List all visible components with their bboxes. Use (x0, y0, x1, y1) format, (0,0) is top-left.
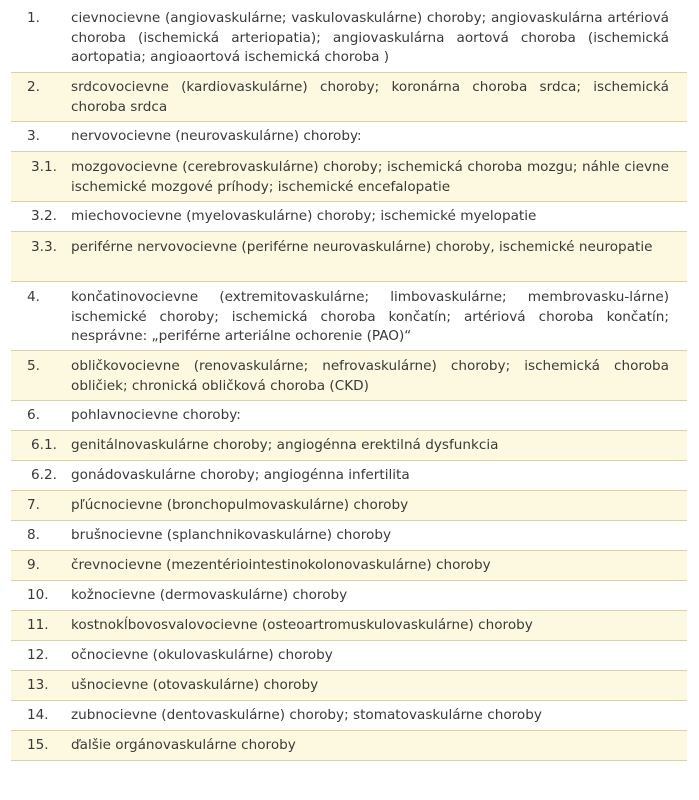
row-text: končatinovocievne (extremitovaskulárne; limbovaskulárne; membrovasku-lárne) ischemické choroby; ischemická choroba končatín; artériová choroba končatín; nesprávne: „periférne arteriálne ochorenie (PAO)“ (71, 289, 669, 344)
table-row (11, 700, 687, 730)
row-number: 3.2. (31, 208, 57, 224)
table-row (11, 640, 687, 670)
row-number: 1. (27, 10, 40, 26)
table-row (11, 580, 687, 610)
row-text: srdcovocievne (kardiovaskulárne) choroby; koronárna choroba srdca; ischemická choroba srdca (71, 79, 669, 115)
table-row (11, 610, 687, 640)
table-row (11, 281, 687, 350)
row-text: cievnocievne (angiovaskulárne; vaskulovaskulárne) choroby; angiovaskulárna artériová choroba (ischemická arteriopatia); angiovaskulárna aortová choroba (ischemická aortopatia; angioaortová ischemická choroba ) (71, 10, 669, 65)
row-number: 10. (27, 587, 49, 603)
table-row (11, 490, 687, 520)
row-number: 9. (27, 557, 40, 573)
row-text: brušnocievne (splanchnikovaskulárne) choroby (71, 527, 392, 543)
row-number: 3. (27, 128, 40, 144)
row-number: 14. (27, 707, 49, 723)
table-row (11, 231, 687, 281)
row-text: mozgovocievne (cerebrovaskulárne) choroby; ischemická choroba mozgu; náhle cievne ischemické mozgové príhody; ischemické encefalopatie (71, 159, 669, 195)
row-number: 3.1. (31, 159, 57, 175)
table-row (11, 4, 687, 72)
row-number: 8. (27, 527, 40, 543)
table-row (11, 430, 687, 460)
row-text: gonádovaskulárne choroby; angiogénna infertilita (71, 467, 410, 483)
table-row (11, 151, 687, 201)
row-text: ďalšie orgánovaskulárne choroby (71, 737, 296, 753)
row-text: ušnocievne (otovaskulárne) choroby (71, 677, 319, 693)
row-text: miechovocievne (myelovaskulárne) choroby; ischemické myelopatie (71, 208, 537, 224)
table-row (11, 460, 687, 490)
row-text: pľúcnocievne (bronchopulmovaskulárne) choroby (71, 497, 409, 513)
row-text: periférne nervovocievne (periférne neurovaskulárne) choroby, ischemické neuropatie (71, 239, 653, 255)
table-row (11, 72, 687, 121)
row-number: 4. (27, 289, 40, 305)
row-text: genitálnovaskulárne choroby; angiogénna erektilná dysfunkcia (71, 437, 499, 453)
row-text: očnocievne (okulovaskulárne) choroby (71, 647, 333, 663)
table-row (11, 670, 687, 700)
row-text: kostnokĺbovosvalovocievne (osteoartromuskulovaskulárne) choroby (71, 617, 533, 633)
row-number: 11. (27, 617, 49, 633)
table-row (11, 730, 687, 760)
row-number: 12. (27, 647, 49, 663)
row-text: nervovocievne (neurovaskulárne) choroby: (71, 128, 362, 144)
row-number: 3.3. (31, 239, 57, 255)
row-number: 6. (27, 407, 40, 423)
table-row (11, 400, 687, 430)
row-number: 13. (27, 677, 49, 693)
table-row (11, 121, 687, 151)
row-number: 5. (27, 358, 40, 374)
row-text: pohlavnocievne choroby: (71, 407, 241, 423)
row-number: 6.2. (31, 467, 57, 483)
table-row (11, 520, 687, 550)
row-text: zubnocievne (dentovaskulárne) choroby; stomatovaskulárne choroby (71, 707, 542, 723)
row-text: kožnocievne (dermovaskulárne) choroby (71, 587, 348, 603)
row-number: 6.1. (31, 437, 57, 453)
table-row (11, 201, 687, 231)
table-row (11, 550, 687, 580)
row-text: črevnocievne (mezentériointestinokolonovaskulárne) choroby (71, 557, 491, 573)
row-number: 15. (27, 737, 49, 753)
row-number: 2. (27, 79, 40, 95)
table-row (11, 350, 687, 400)
row-number: 7. (27, 497, 40, 513)
disease-classification-table (11, 4, 687, 761)
row-text: obličkovocievne (renovaskulárne; nefrovaskulárne) choroby; ischemická choroba obličiek; chronická obličková choroba (CKD) (71, 358, 669, 394)
